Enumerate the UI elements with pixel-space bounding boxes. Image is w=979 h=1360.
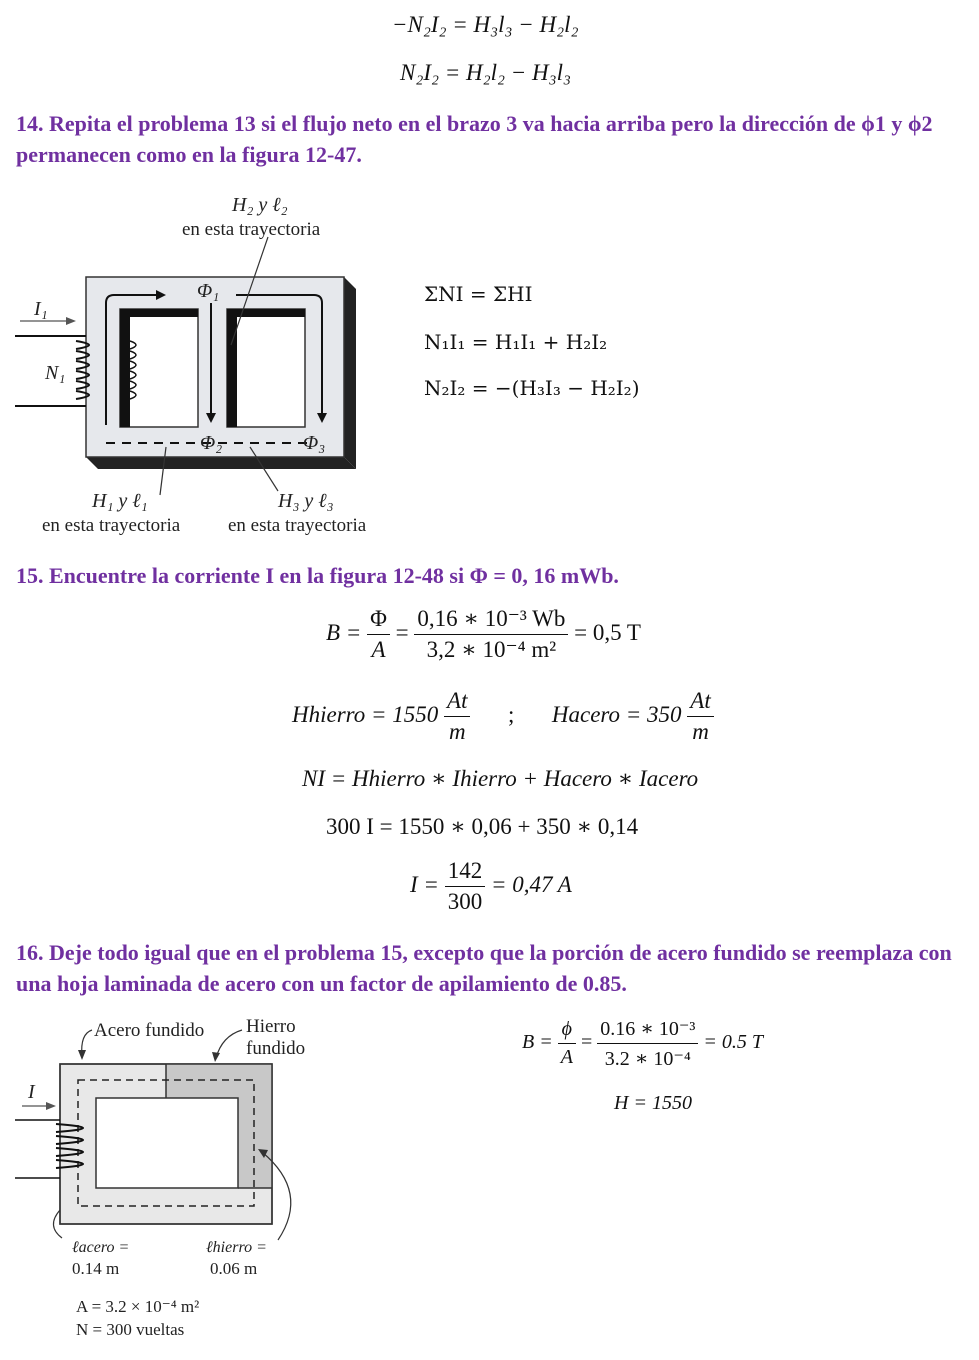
eq-b-lhs: B = — [326, 619, 362, 645]
equation-n2-i2: N₂I₂ = −(H₃I₃ − H₂I₂) — [424, 376, 640, 400]
equation-ni-15: NI = Hhierro ∗ Ihierro + Hacero ∗ Iacero — [302, 766, 699, 791]
eq-h-hierro-lhs: Hhierro = 1550 — [292, 701, 439, 727]
eq-b-rhs: = 0,5 T — [574, 619, 641, 645]
equation-b-15 — [326, 606, 641, 663]
eq-h-acero-den: m — [692, 719, 709, 744]
eq-b-frac2-num: 0,16 ∗ 10⁻³ Wb — [414, 606, 568, 635]
label-phi3: Φ₃ — [303, 432, 326, 454]
equation-n1-i1: N₁I₁ = H₁I₁ + H₂I₂ — [424, 330, 608, 354]
eq-i-den: 300 — [447, 889, 483, 914]
label-i1: I₁ — [34, 298, 48, 320]
equation-b-16 — [522, 1016, 763, 1071]
equation-sum-ni: ΣNI = ΣHI — [424, 282, 533, 306]
problem-14-heading: 14. Repita el problema 13 si el flujo neto en el brazo 3 va hacia arriba pero la dirección de ϕ1 y ϕ2 permanecen como en la figura 12-47. — [16, 111, 933, 167]
label-phi2: Φ₂ — [200, 432, 223, 454]
equation-top-2: N₂I₂ = H₂l₂ − H₃l₃ — [400, 60, 572, 85]
equation-top-1: −N₂I₂ = H₃l₃ − H₂l₂ — [392, 12, 579, 37]
label-top-trajectory: en esta trayectoria — [182, 219, 321, 240]
eq16-b-frac2-num: 0.16 ∗ 10⁻³ — [597, 1016, 698, 1044]
label-l-hierro-value: 0.06 m — [210, 1259, 258, 1278]
problem-15-heading: 15. Encuentre la corriente I en la figura 12-48 si Φ = 0, 16 mWb. — [16, 563, 619, 588]
label-hierro: Hierro — [246, 1016, 296, 1037]
label-l-acero: ℓacero = — [72, 1239, 130, 1256]
equation-h-15 — [292, 688, 714, 745]
figure-12-48 — [10, 1012, 330, 1352]
eq-h-hierro-num: At — [444, 688, 470, 717]
label-l-hierro: ℓhierro = — [206, 1239, 267, 1256]
label-i: I — [28, 1081, 35, 1103]
eq16-b-frac1-den: A — [560, 1046, 573, 1068]
label-n-turns: N = 300 vueltas — [76, 1320, 185, 1339]
label-l-acero-value: 0.14 m — [72, 1259, 120, 1278]
eq16-b-lhs: B = — [522, 1031, 553, 1054]
eq-b-frac2-den: 3,2 ∗ 10⁻⁴ m² — [426, 637, 557, 662]
problem-16-heading: 16. Deje todo igual que en el problema 15, excepto que la porción de acero fundido se reemplaza con una hoja laminada de acero con un factor de apilamiento de 0.85. — [16, 940, 952, 996]
figure-12-47 — [10, 185, 400, 545]
eq16-b-eq: = — [580, 1031, 593, 1054]
equation-h-16: H = 1550 — [614, 1092, 692, 1114]
eq-h-hierro-den: m — [448, 719, 466, 744]
equation-300i-15: 300 I = 1550 ∗ 0,06 + 350 ∗ 0,14 — [326, 814, 639, 839]
eq-b-frac1-num: Φ — [367, 606, 390, 635]
eq-i-rhs: = 0,47 A — [490, 871, 572, 897]
label-acero-fundido: Acero fundido — [94, 1020, 205, 1041]
eq16-b-frac1-num: ϕ — [558, 1018, 576, 1044]
label-h3-l3: H₃ y ℓ₃ — [278, 490, 334, 512]
eq-i-num: 142 — [445, 858, 486, 887]
label-n1: N₁ — [45, 362, 66, 384]
eq16-b-rhs: = 0.5 T — [703, 1031, 763, 1054]
label-phi1: Φ₁ — [197, 280, 220, 302]
equation-i-15 — [410, 858, 572, 915]
label-fundido: fundido — [246, 1038, 306, 1059]
label-h1-l1: H₁ y ℓ₁ — [92, 490, 148, 512]
eq-h-acero-lhs: Hacero = 350 — [551, 701, 682, 727]
label-bottom-left-trajectory: en esta trayectoria — [42, 515, 181, 536]
eq-b-frac1-den: A — [371, 637, 386, 662]
label-bottom-right-trajectory: en esta trayectoria — [228, 515, 367, 536]
eq-h-acero-num: At — [687, 688, 713, 717]
eq16-b-frac2-den: 3.2 ∗ 10⁻⁴ — [604, 1048, 691, 1070]
eq-i-lhs: I = — [410, 871, 439, 897]
eq-h-sep: ; — [507, 701, 515, 727]
label-h2-l2: H₂ y ℓ₂ — [232, 194, 288, 216]
label-area: A = 3.2 × 10⁻⁴ m² — [76, 1297, 200, 1316]
eq-b-eq: = — [395, 619, 409, 645]
